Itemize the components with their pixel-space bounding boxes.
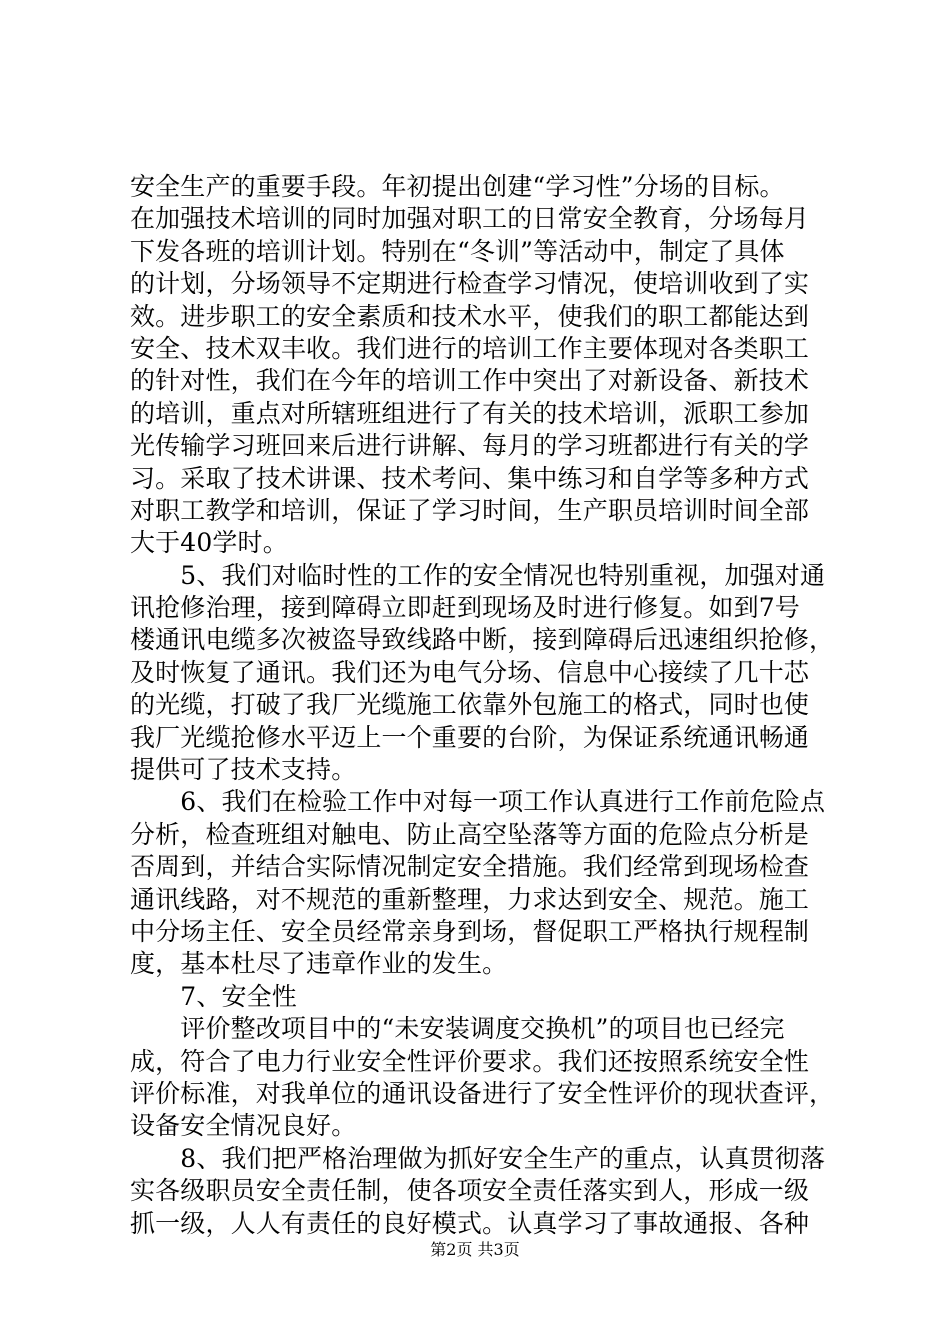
body-text xyxy=(130,171,835,1240)
text-line: 通讯线路，对不规范的重新整理，力求达到安全、规范。施工 xyxy=(130,884,810,914)
text-line: 安全生产的重要手段。年初提出创建“学习性”分场的目标。 xyxy=(130,172,785,201)
page-footer: 第2页 共3页 xyxy=(430,1240,520,1259)
text-line: 的培训，重点对所辖班组进行了有关的技术培训，派职工参加 xyxy=(130,398,810,428)
text-line: 评价标准，对我单位的通讯设备进行了安全性评价的现状查评， xyxy=(130,1078,835,1108)
text-line: 设备安全情况良好。 xyxy=(130,1111,357,1141)
section-7-heading: 7、安全性 xyxy=(130,981,297,1011)
text-line: 效。进步职工的安全素质和技术水平，使我们的职工都能达到 xyxy=(130,301,810,331)
text-line: 大于40学时。 xyxy=(130,528,288,558)
text-line: 否周到，并结合实际情况制定安全措施。我们经常到现场检查 xyxy=(130,852,810,882)
text-line: 楼通讯电缆多次被盗导致线路中断，接到障碍后迅速组织抢修， xyxy=(130,625,835,655)
paragraph-5-start: 5、我们对临时性的工作的安全情况也特别重视，加强对通 xyxy=(130,560,826,590)
text-line: 光传输学习班回来后进行讲解、每月的学习班都进行有关的学 xyxy=(130,431,810,461)
paragraph-7-start: 评价整改项目中的“未安装调度交换机”的项目也已经完 xyxy=(130,1014,785,1044)
text-line: 我厂光缆抢修水平迈上一个重要的台阶，为保证系统通讯畅通 xyxy=(130,722,810,752)
text-line: 的针对性，我们在今年的培训工作中突出了对新设备、新技术 xyxy=(130,366,810,396)
text-line: 讯抢修治理，接到障碍立即赶到现场及时进行修复。如到7号 xyxy=(130,593,800,623)
text-line: 的计划，分场领导不定期进行检查学习情况，使培训收到了实 xyxy=(130,269,810,299)
text-line: 安全、技术双丰收。我们进行的培训工作主要体现对各类职工 xyxy=(130,333,810,363)
text-line: 的光缆，打破了我厂光缆施工依靠外包施工的格式，同时也使 xyxy=(130,690,810,720)
text-line: 下发各班的培训计划。特别在“冬训”等活动中，制定了具体 xyxy=(130,236,785,266)
text-line: 成，符合了电力行业安全性评价要求。我们还按照系统安全性 xyxy=(130,1046,810,1076)
text-line: 抓一级，人人有责任的良好模式。认真学习了事故通报、各种 xyxy=(130,1208,810,1238)
paragraph-6-start: 6、我们在检验工作中对每一项工作认真进行工作前危险点 xyxy=(130,787,826,817)
text-line: 在加强技术培训的同时加强对职工的日常安全教育，分场每月 xyxy=(130,204,810,234)
text-line: 提供可了技术支持。 xyxy=(130,755,357,785)
text-line: 度，基本杜尽了违章作业的发生。 xyxy=(130,949,508,979)
text-line: 及时恢复了通讯。我们还为电气分场、信息中心接续了几十芯 xyxy=(130,657,810,687)
text-line: 对职工教学和培训，保证了学习时间，生产职员培训时间全部 xyxy=(130,495,810,525)
text-line: 习。采取了技术讲课、技术考问、集中练习和自学等多种方式 xyxy=(130,463,810,493)
text-line: 实各级职员安全责任制，使各项安全责任落实到人，形成一级 xyxy=(130,1176,810,1206)
text-line: 分析，检查班组对触电、防止高空坠落等方面的危险点分析是 xyxy=(130,819,810,849)
text-line: 中分场主任、安全员经常亲身到场，督促职工严格执行规程制 xyxy=(130,916,810,946)
paragraph-8-start: 8、我们把严格治理做为抓好安全生产的重点，认真贯彻落 xyxy=(130,1143,826,1173)
